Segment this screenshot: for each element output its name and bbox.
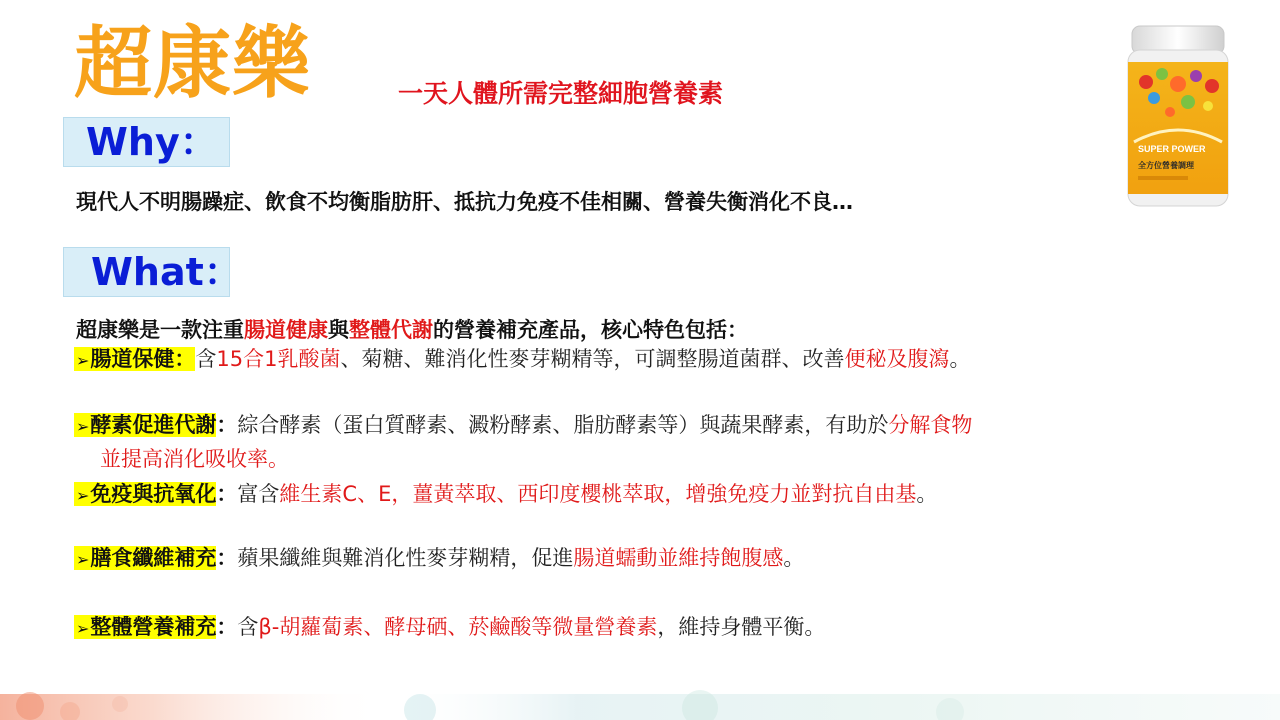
product-jar-image [1124,22,1232,212]
feature-dietary-fiber: ➢膳食纖維補充：蘋果纖維與難消化性麥芽糊精，促進腸道蠕動並維持飽腹感。 [76,546,805,570]
product-name-text: 全方位營養調理 [1138,161,1194,170]
feature-enzyme-metabolism: ➢酵素促進代謝：綜合酵素（蛋白質酵素、澱粉酵素、脂肪酵素等）與蔬果酵素，有助於分解食物 並提高消化吸收率。 [76,413,973,471]
feature-overall-nutrition: ➢整體營養補充：含β-胡蘿蔔素、酵母硒、菸鹼酸等微量營養素，維持身體平衡。 [76,615,826,639]
feature-continuation: 並提高消化吸收率。 [100,447,289,471]
feature-gut-care: ➢腸道保健：含15合1乳酸菌、菊糖、難消化性麥芽糊精等，可調整腸道菌群、改善便秘及腹瀉。 [76,347,971,371]
bottom-decoration [0,688,1280,720]
feature-immunity-antioxidant: ➢免疫與抗氧化：富含維生素C、E，薑黃萃取、西印度櫻桃萃取，增強免疫力並對抗自由基。 [76,482,938,506]
feature-title: ➢腸道保健： [76,347,196,371]
what-section-label: What： [63,247,230,297]
feature-title: ➢免疫與抗氧化 [76,482,217,506]
product-brand-text: SUPER POWER [1138,144,1206,154]
slogan: 一天人體所需完整細胞營養素 [398,79,724,108]
feature-title: ➢酵素促進代謝 [76,413,217,437]
feature-title: ➢膳食纖維補充 [76,546,217,570]
intro-highlight-gut-health: 腸道健康 [244,318,328,342]
arrow-bullet-icon: ➢ [76,351,90,370]
brand-title: 超康樂 [74,19,312,109]
what-intro: 超康樂是一款注重腸道健康與整體代謝的營養補充產品，核心特色包括： [76,318,748,342]
intro-highlight-metabolism: 整體代謝 [349,318,433,342]
why-description: 現代人不明腸躁症、飲食不均衡脂肪肝、抵抗力免疫不佳相關、營養失衡消化不良… [76,190,853,214]
arrow-bullet-icon: ➢ [76,417,90,436]
arrow-bullet-icon: ➢ [76,550,90,569]
arrow-bullet-icon: ➢ [76,486,90,505]
feature-title: ➢整體營養補充 [76,615,217,639]
arrow-bullet-icon: ➢ [76,619,90,638]
why-section-label: Why： [63,117,230,167]
